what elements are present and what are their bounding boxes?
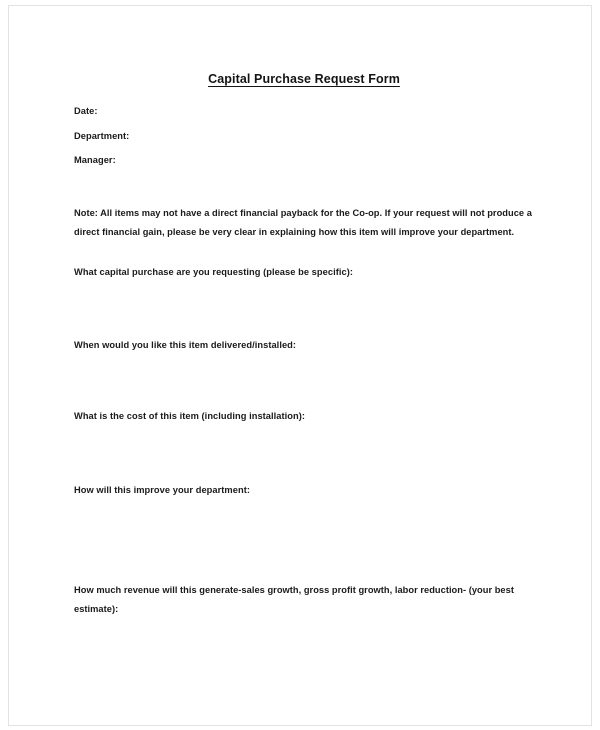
- question-label-cost: What is the cost of this item (including installation):: [74, 411, 306, 421]
- answer-space-delivery-date[interactable]: [74, 354, 534, 406]
- document-page: [8, 5, 592, 726]
- field-label-manager: Manager:: [74, 155, 116, 165]
- question-label-revenue: How much revenue will this generate-sales growth, gross profit growth, labor reduction- (your best estimate):: [74, 585, 514, 614]
- note-paragraph: Note: All items may not have a direct financial payback for the Co-op. If your request will not produce a direct financial gain, please be very clear in explaining how this item will improve your department.: [74, 208, 532, 237]
- answer-space-department[interactable]: [74, 141, 534, 151]
- answer-space-manager[interactable]: [74, 165, 534, 175]
- answer-space-improvement[interactable]: [74, 499, 534, 551]
- page-title-text: Capital Purchase Request Form: [208, 72, 400, 86]
- field-label-date: Date:: [74, 106, 98, 116]
- answer-space-cost[interactable]: [74, 425, 534, 477]
- page-title: [74, 72, 534, 86]
- question-label-improvement: How will this improve your department:: [74, 485, 250, 495]
- field-label-department: Department:: [74, 131, 130, 141]
- answer-space-capital-purchase[interactable]: [74, 281, 534, 333]
- question-label-capital-purchase: What capital purchase are you requesting (please be specific):: [74, 267, 353, 277]
- question-label-delivery-date: When would you like this item delivered/installed:: [74, 340, 297, 350]
- answer-space-revenue[interactable]: [74, 619, 534, 709]
